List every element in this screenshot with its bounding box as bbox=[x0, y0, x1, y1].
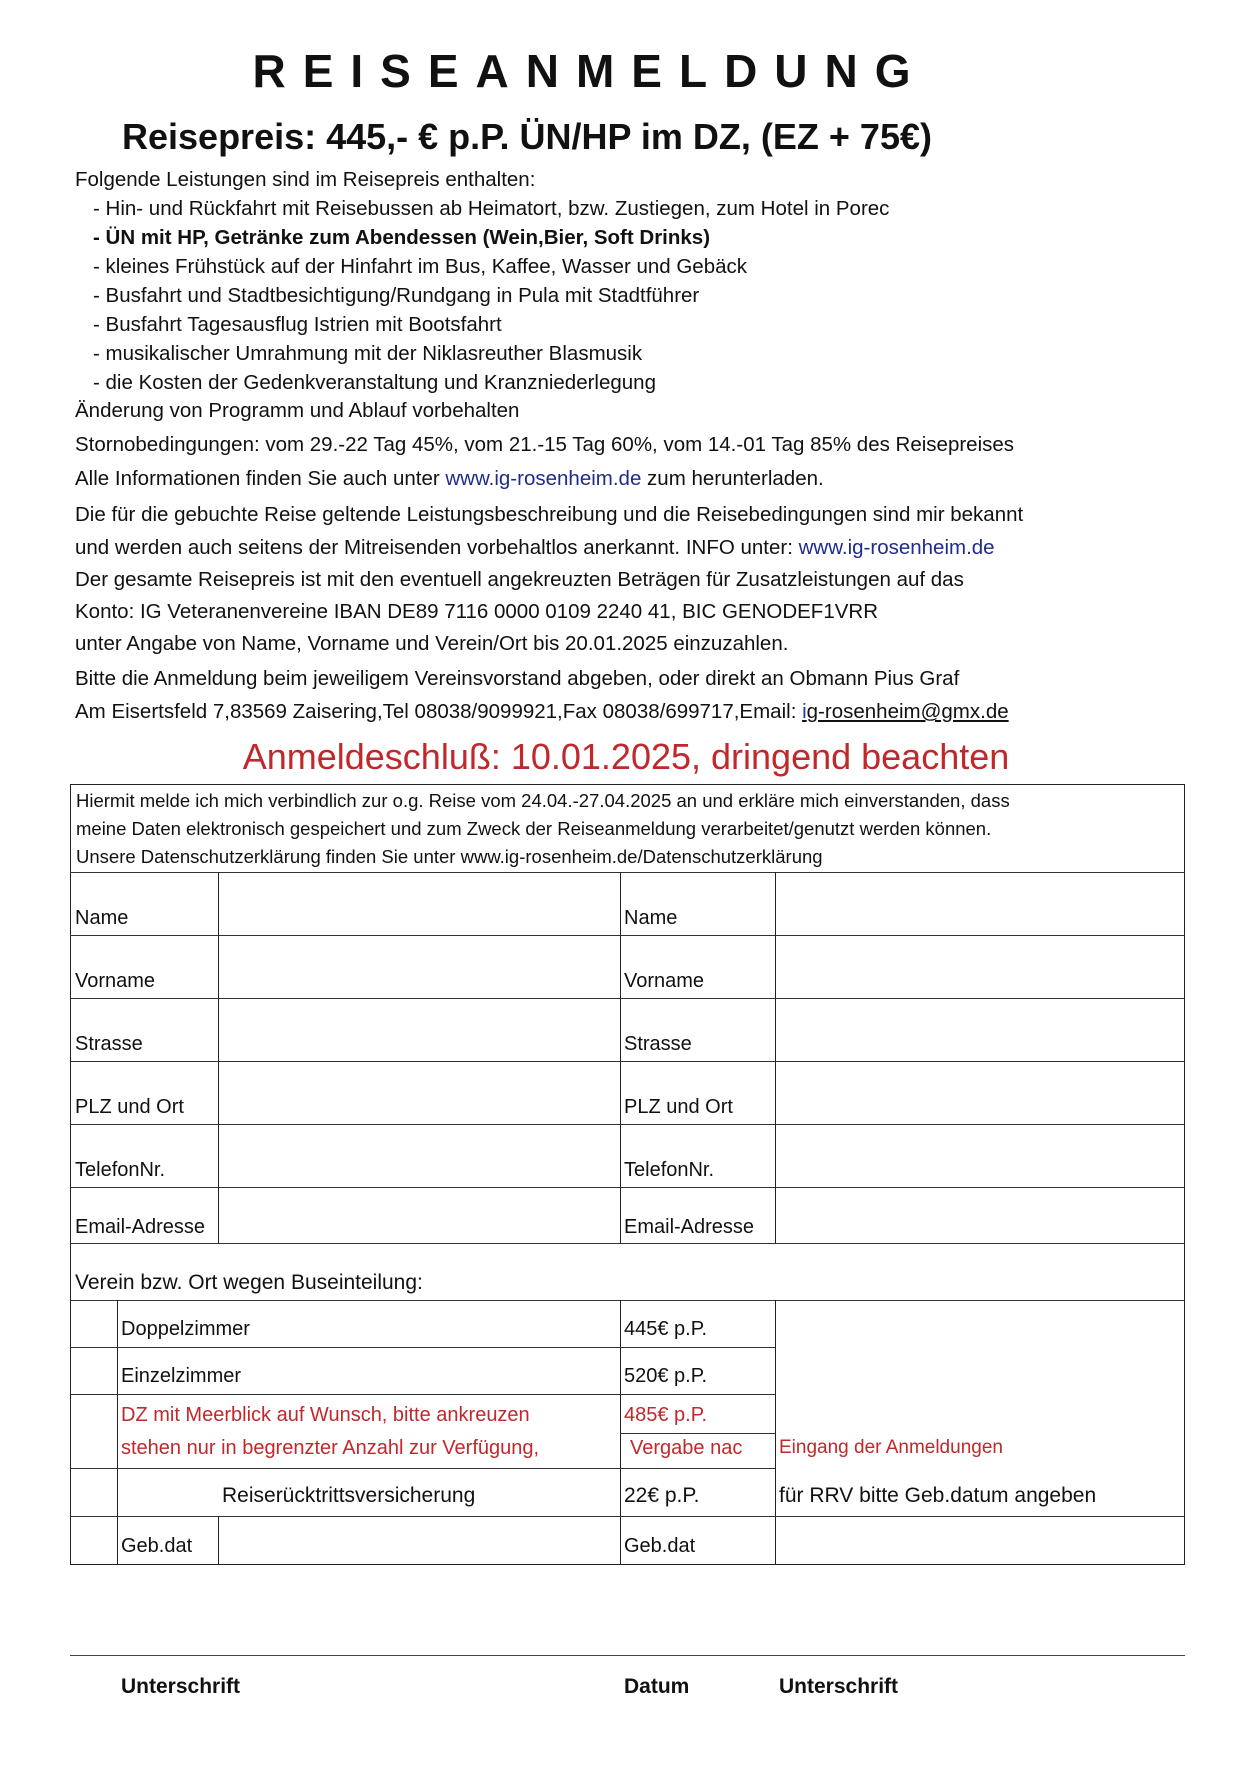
option-meerblick-price: 485€ p.P. bbox=[624, 1404, 708, 1426]
privacy-line: Unsere Datenschutzerklärung finden Sie unter www.ig-rosenheim.de/Datenschutzerklärung bbox=[76, 846, 823, 867]
name-label: Name bbox=[75, 907, 129, 929]
contact-line bbox=[75, 700, 1009, 724]
divider bbox=[117, 1300, 118, 1565]
option-einzelzimmer-label: Einzelzimmer bbox=[121, 1365, 242, 1387]
option-rrv-note: für RRV bitte Geb.datum angeben bbox=[779, 1484, 1097, 1507]
divider bbox=[620, 1433, 775, 1434]
website-link[interactable]: www.ig-rosenheim.de bbox=[445, 467, 642, 490]
divider bbox=[70, 1516, 1185, 1517]
email-label-right: Email-Adresse bbox=[624, 1216, 755, 1238]
service-item: - Busfahrt Tagesausflug Istrien mit Bootsfahrt bbox=[93, 313, 502, 336]
telefon-label: TelefonNr. bbox=[75, 1159, 166, 1181]
conditions-line-2 bbox=[75, 536, 995, 560]
strasse-label-right: Strasse bbox=[624, 1033, 692, 1055]
divider bbox=[775, 1300, 776, 1565]
doppelzimmer-checkbox[interactable] bbox=[72, 1302, 116, 1346]
strasse-label: Strasse bbox=[75, 1033, 143, 1055]
divider bbox=[70, 998, 1185, 999]
storno-conditions: Stornobedingungen: vom 29.-22 Tag 45%, vom 21.-15 Tag 60%, vom 14.-01 Tag 85% des Reisepreises bbox=[75, 433, 1015, 456]
rrv-checkbox[interactable] bbox=[72, 1470, 116, 1515]
email-input-left[interactable] bbox=[220, 1189, 618, 1242]
option-rrv-price: 22€ p.P. bbox=[624, 1484, 700, 1507]
telefon-input-left[interactable] bbox=[220, 1126, 618, 1186]
signature-label-right: Unterschrift bbox=[779, 1675, 899, 1698]
divider bbox=[620, 872, 621, 1243]
strasse-input-right[interactable] bbox=[777, 1000, 1182, 1060]
page-title: REISEANMELDUNG bbox=[252, 45, 928, 97]
divider bbox=[70, 935, 1185, 936]
contact-address: Am Eisertsfeld 7,83569 Zaisering,Tel 08038/9099921,Fax 08038/699717,Email: bbox=[75, 700, 803, 723]
vorname-input-left[interactable] bbox=[220, 937, 618, 997]
vorname-label: Vorname bbox=[75, 970, 156, 992]
option-doppelzimmer-price: 445€ p.P. bbox=[624, 1318, 708, 1340]
info-line bbox=[75, 467, 824, 491]
name-input-left[interactable] bbox=[220, 874, 618, 934]
option-doppelzimmer-label: Doppelzimmer bbox=[121, 1318, 250, 1340]
service-item: - Hin- und Rückfahrt mit Reisebussen ab Heimatort, bzw. Zustiegen, zum Hotel in Porec bbox=[93, 197, 890, 220]
signature-line bbox=[70, 1655, 1185, 1656]
vorname-label-right: Vorname bbox=[624, 970, 705, 992]
registration-deadline: Anmeldeschluß: 10.01.2025, dringend beachten bbox=[242, 736, 1010, 777]
bank-account: Konto: IG Veteranenvereine IBAN DE89 7116 0000 0109 2240 41, BIC GENODEF1VRR bbox=[75, 600, 879, 623]
divider bbox=[218, 872, 219, 1243]
email-input-right[interactable] bbox=[777, 1189, 1182, 1242]
payment-line-1: Der gesamte Reisepreis ist mit den eventuell angekreuzten Beträgen für Zusatzleistungen auf das bbox=[75, 568, 964, 591]
contact-email-link[interactable]: ig-rosenheim@gmx.de bbox=[802, 700, 1009, 723]
option-meerblick-label: DZ mit Meerblick auf Wunsch, bitte ankreuzen bbox=[121, 1404, 530, 1426]
submission-note: Bitte die Anmeldung beim jeweiligem Vereinsvorstand abgeben, oder direkt an Obmann Pius Graf bbox=[75, 667, 960, 690]
birthdate-label-right: Geb.dat bbox=[624, 1535, 696, 1557]
divider bbox=[70, 1243, 1185, 1244]
service-item: - Busfahrt und Stadtbesichtigung/Rundgang in Pula mit Stadtführer bbox=[93, 284, 700, 307]
email-label: Email-Adresse bbox=[75, 1216, 206, 1238]
service-item: - die Kosten der Gedenkveranstaltung und Kranzniederlegung bbox=[93, 371, 656, 394]
conditions-text: und werden auch seitens der Mitreisenden vorbehaltlos anerkannt. INFO unter: bbox=[75, 536, 799, 559]
option-meerblick-allocation-note: Eingang der Anmeldungen bbox=[779, 1437, 1003, 1458]
plz-ort-input-left[interactable] bbox=[220, 1063, 618, 1123]
changes-note: Änderung von Programm und Ablauf vorbehalten bbox=[75, 399, 520, 422]
declaration-line: meine Daten elektronisch gespeichert und zum Zweck der Reiseanmeldung verarbeitet/genutzt werden können. bbox=[76, 818, 992, 839]
birthdate-input-left[interactable] bbox=[220, 1518, 618, 1564]
divider bbox=[70, 1468, 775, 1469]
telefon-input-right[interactable] bbox=[777, 1126, 1182, 1186]
plz-ort-label-right: PLZ und Ort bbox=[624, 1096, 733, 1118]
plz-ort-label: PLZ und Ort bbox=[75, 1096, 184, 1118]
birthdate-input-right[interactable] bbox=[777, 1518, 1182, 1564]
name-input-right[interactable] bbox=[777, 874, 1182, 934]
divider bbox=[70, 1061, 1185, 1062]
option-meerblick-note: stehen nur in begrenzter Anzahl zur Verfügung, bbox=[121, 1437, 540, 1459]
telefon-label-right: TelefonNr. bbox=[624, 1159, 715, 1181]
conditions-line-1: Die für die gebuchte Reise geltende Leistungsbeschreibung und die Reisebedingungen sind mir bekannt bbox=[75, 503, 1024, 526]
divider bbox=[70, 1187, 1185, 1188]
verein-label: Verein bzw. Ort wegen Buseinteilung: bbox=[75, 1271, 423, 1294]
divider bbox=[70, 1300, 1185, 1301]
divider bbox=[70, 1347, 775, 1348]
service-item: - kleines Frühstück auf der Hinfahrt im Bus, Kaffee, Wasser und Gebäck bbox=[93, 255, 748, 278]
divider bbox=[218, 1516, 219, 1565]
option-rrv-label: Reiserücktrittsversicherung bbox=[222, 1484, 476, 1507]
name-label-right: Name bbox=[624, 907, 678, 929]
divider bbox=[70, 1394, 775, 1395]
price-headline: Reisepreis: 445,- € p.P. ÜN/HP im DZ, (EZ + 75€) bbox=[122, 116, 932, 157]
date-label: Datum bbox=[624, 1675, 690, 1698]
divider bbox=[70, 872, 1185, 873]
service-item: - musikalischer Umrahmung mit der Niklasreuther Blasmusik bbox=[93, 342, 643, 365]
vorname-input-right[interactable] bbox=[777, 937, 1182, 997]
info-prefix: Alle Informationen finden Sie auch unter bbox=[75, 467, 446, 490]
signature-label-left: Unterschrift bbox=[121, 1675, 241, 1698]
option-einzelzimmer-price: 520€ p.P. bbox=[624, 1365, 708, 1387]
plz-ort-input-right[interactable] bbox=[777, 1063, 1182, 1123]
birthdate-label-left: Geb.dat bbox=[121, 1535, 193, 1557]
declaration-line: Hiermit melde ich mich verbindlich zur o.g. Reise vom 24.04.-27.04.2025 an und erkläre mich einverstanden, dass bbox=[76, 790, 1010, 811]
einzelzimmer-checkbox[interactable] bbox=[72, 1349, 116, 1393]
divider bbox=[775, 872, 776, 1243]
divider bbox=[70, 1124, 1185, 1125]
info-suffix: zum herunterladen. bbox=[641, 467, 824, 490]
option-meerblick-allocation: Vergabe nac bbox=[630, 1437, 743, 1459]
meerblick-checkbox[interactable] bbox=[72, 1396, 116, 1467]
service-item: - ÜN mit HP, Getränke zum Abendessen (Wein,Bier, Soft Drinks) bbox=[93, 226, 711, 249]
payment-deadline: unter Angabe von Name, Vorname und Verein/Ort bis 20.01.2025 einzuzahlen. bbox=[75, 632, 789, 655]
strasse-input-left[interactable] bbox=[220, 1000, 618, 1060]
services-intro: Folgende Leistungen sind im Reisepreis enthalten: bbox=[75, 168, 536, 191]
info-website-link[interactable]: www.ig-rosenheim.de bbox=[798, 536, 995, 559]
